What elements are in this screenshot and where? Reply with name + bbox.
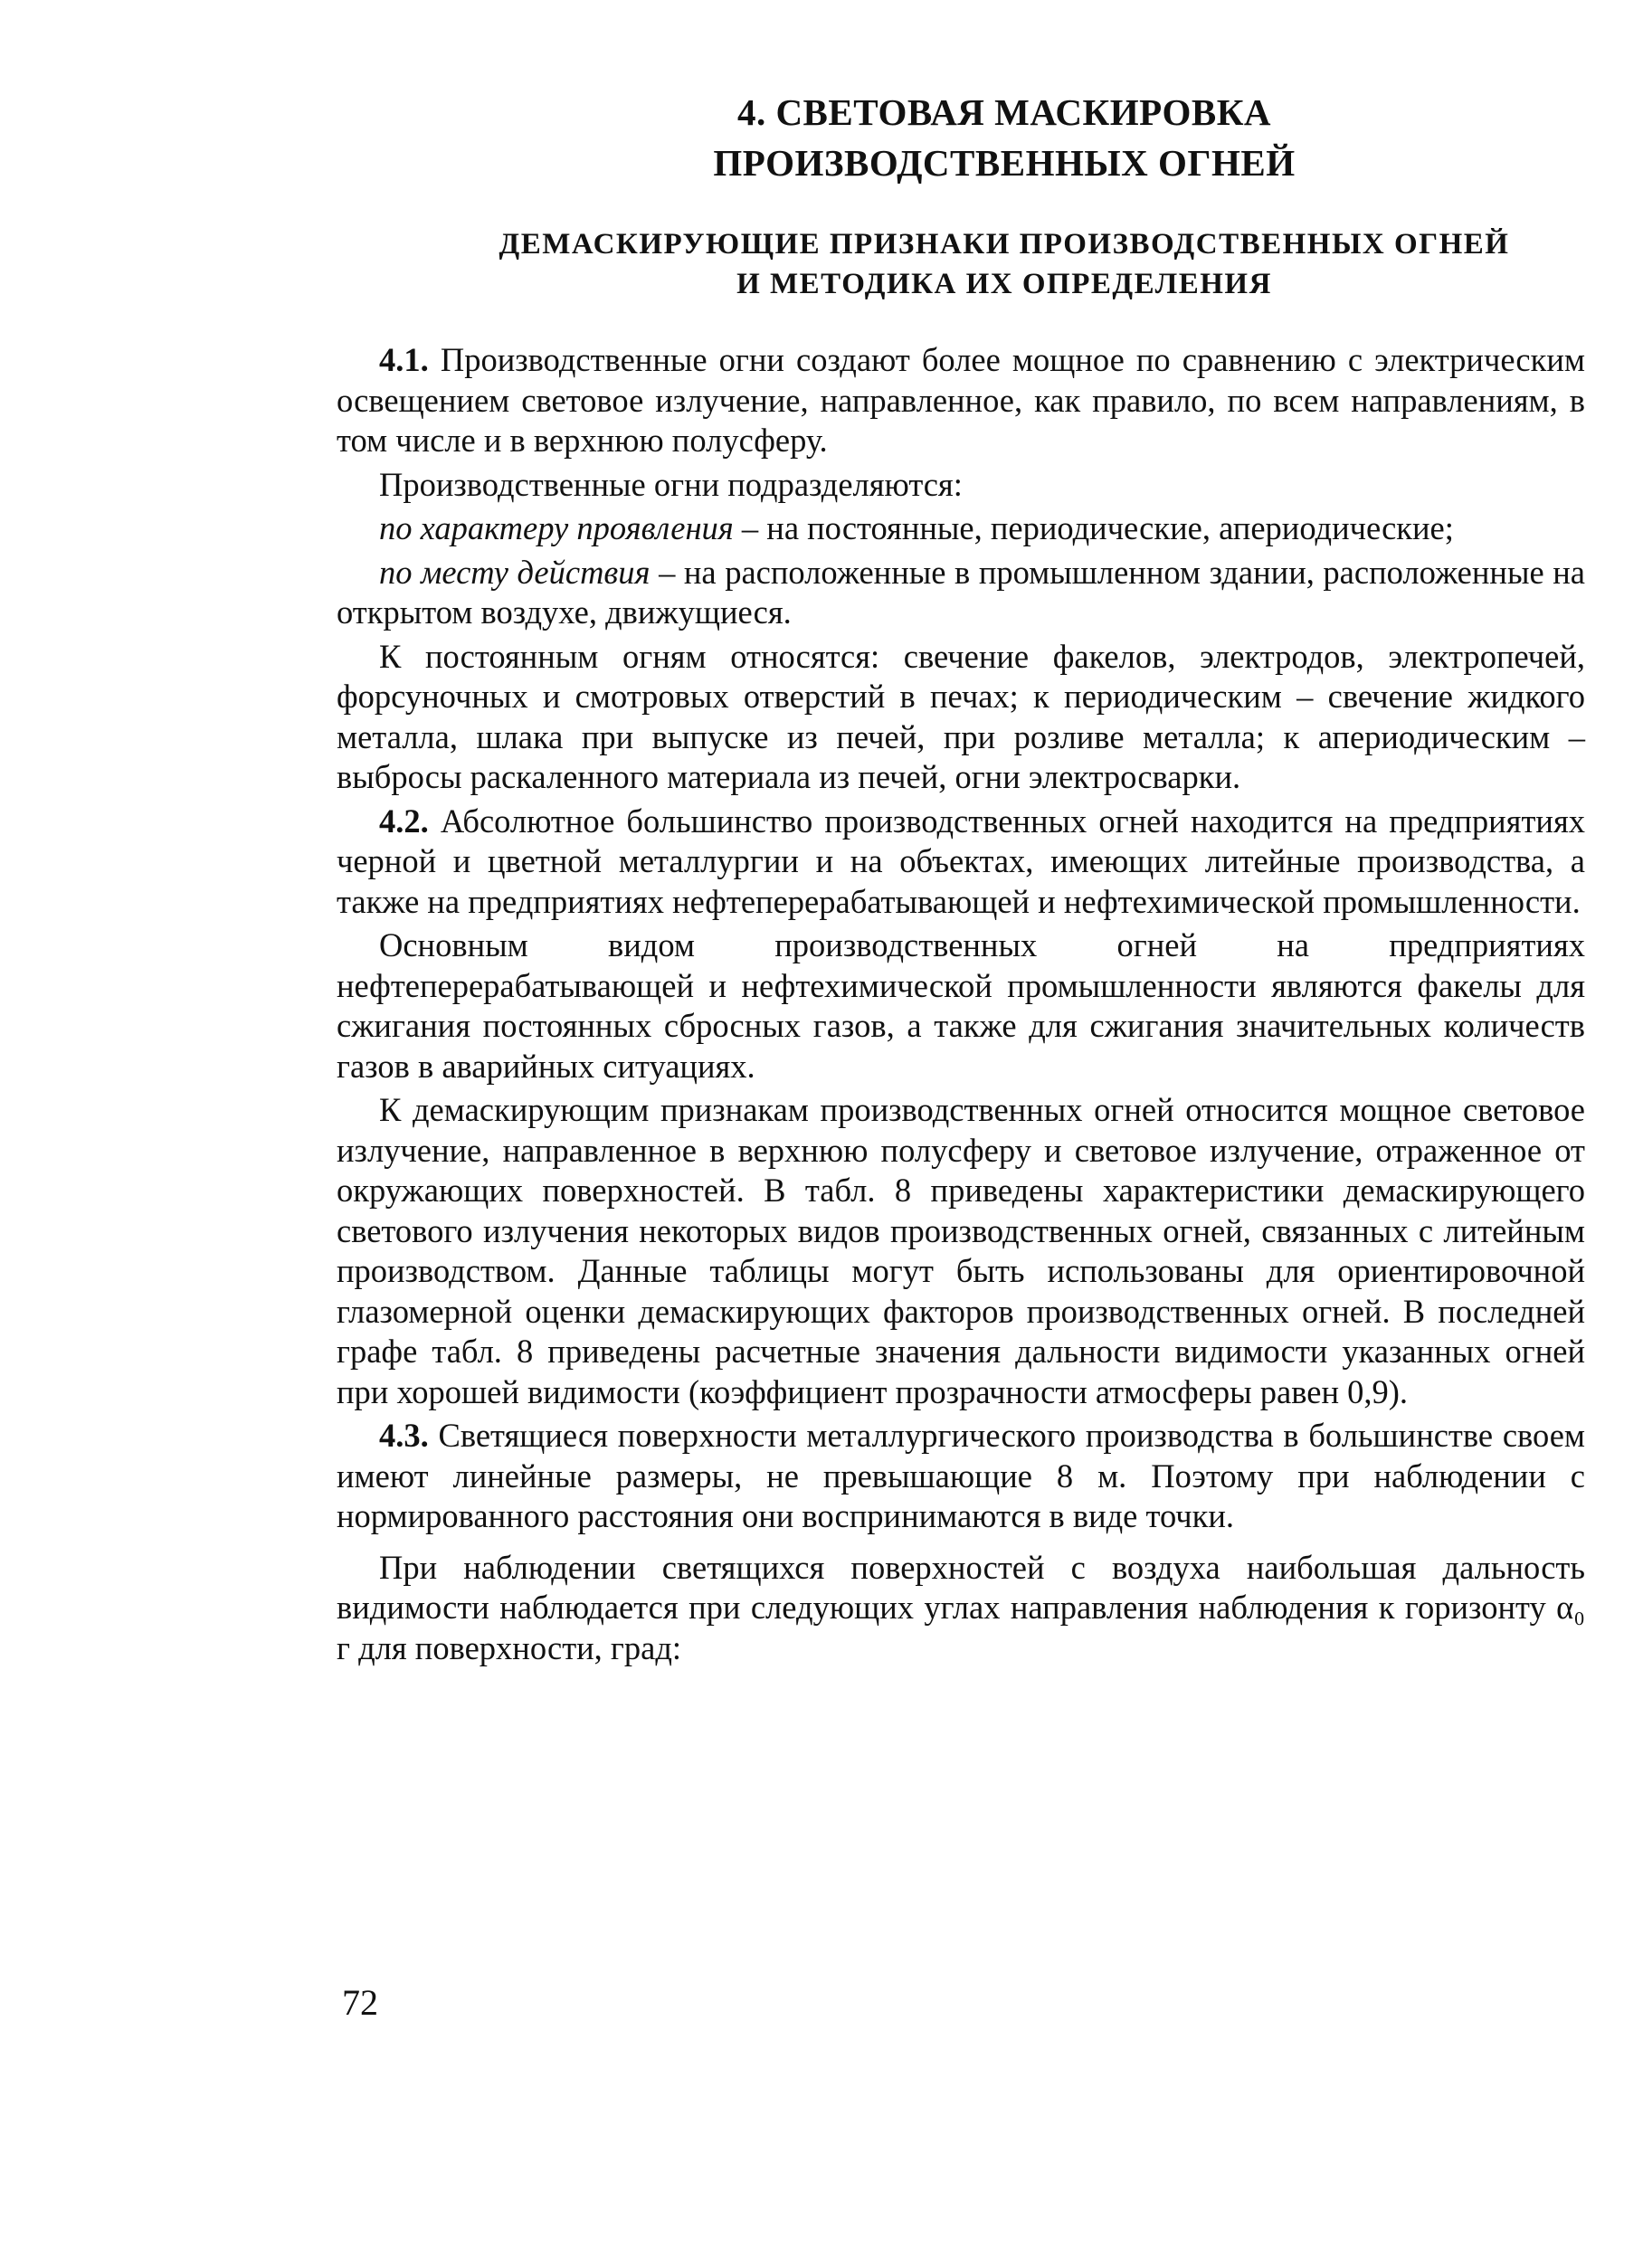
paragraph-text: При наблюдении светящихся поверхностей с воздуха наибольшая дальность видимости наблюдается при следующих углах направления наблюдения к горизонту α₀ г для поверхности, град: <box>337 1548 1585 1666</box>
paragraph-text: Абсолютное большинство производственных огней находится на предприятиях черной и цветной металлургии и на объектах, имеющих литейные производства, а также на предприятиях нефтеперерабатывающей и нефтехимической промышленности. <box>337 802 1585 920</box>
paragraph-text: Светящиеся поверхности металлургического производства в большинстве своем имеют линейные размеры, не превышающие 8 м. Поэтому при наблюдении с нормированного расстояния они воспринимаются в виде точки. <box>337 1417 1585 1534</box>
paragraph <box>337 1090 1585 1412</box>
body-text <box>337 340 1585 1672</box>
clause-number: 4.3. <box>379 1417 429 1454</box>
paragraph-text: Производственные огни создают более мощное по сравнению с электрическим освещением световое излучение, направленное, как правило, по всем направлениям, в том числе и в верхнюю полусферу. <box>337 341 1585 459</box>
section-title <box>380 224 1629 304</box>
paragraph-text: К демаскирующим признакам производственных огней относится мощное световое излучение, направленное в верхнюю полусферу и световое излучение, отраженное от окружающих поверхностей. В табл. 8 приведены характеристики демаскирующего светового излучения некоторых видов производственных огней, связанных с литейным производством. Данные таблицы могут быть использованы для ориентировочной глазомерной оценки демаскирующих факторов производственных огней. В последней графе табл. 8 приведены расчетные значения дальности видимости указанных огней при хорошей видимости (коэффициент прозрачности атмосферы равен 0,9). <box>337 1091 1585 1410</box>
section-title-line-1: ДЕМАСКИРУЮЩИЕ ПРИЗНАКИ ПРОИЗВОДСТВЕННЫХ ОГНЕЙ <box>499 228 1510 261</box>
clause-number: 4.1. <box>379 341 429 378</box>
chapter-title-line-2: ПРОИЗВОДСТВЕННЫХ ОГНЕЙ <box>713 142 1296 184</box>
italic-term: по месту действия <box>379 553 651 591</box>
paragraph <box>337 465 1585 506</box>
paragraph-text: Производственные огни подразделяются: <box>379 465 963 503</box>
italic-term: по характеру проявления <box>379 509 734 546</box>
chapter-title-line-1: 4. СВЕТОВАЯ МАСКИРОВКА <box>736 91 1272 133</box>
paragraph-4-3 <box>337 1416 1585 1537</box>
paragraph-4-2 <box>337 802 1585 923</box>
paragraph-text: – на постоянные, периодические, апериодические; <box>733 509 1454 546</box>
section-title-line-2: И МЕТОДИКА ИХ ОПРЕДЕЛЕНИЯ <box>736 268 1272 300</box>
paragraph-text: Основным видом производственных огней на предприятиях нефтеперерабатывающей и нефтехимической промышленности являются факелы для сжигания постоянных сбросных газов, а также для сжигания значительных количеств газов в аварийных ситуациях. <box>337 926 1585 1085</box>
paragraph <box>337 925 1585 1087</box>
page-number: 72 <box>342 1982 378 2023</box>
paragraph <box>337 637 1585 798</box>
clause-number: 4.2. <box>379 802 429 840</box>
paragraph-text: К постоянным огням относятся: свечение факелов, электродов, электропечей, форсуночных и смотровых отверстий в печах; к периодическим – свечение жидкого металла, шлака при выпуске из печей, при розливе металла; к апериодическим – выбросы раскаленного материала из печей, огни электросварки. <box>337 637 1585 795</box>
paragraph <box>337 508 1585 549</box>
paragraph-4-1 <box>337 340 1585 461</box>
paragraph <box>337 1548 1585 1669</box>
paragraph <box>337 553 1585 633</box>
chapter-title <box>380 87 1629 188</box>
paragraph-text: – на расположенные в промышленном здании, расположенные на открытом воздухе, движущиеся. <box>337 553 1585 631</box>
